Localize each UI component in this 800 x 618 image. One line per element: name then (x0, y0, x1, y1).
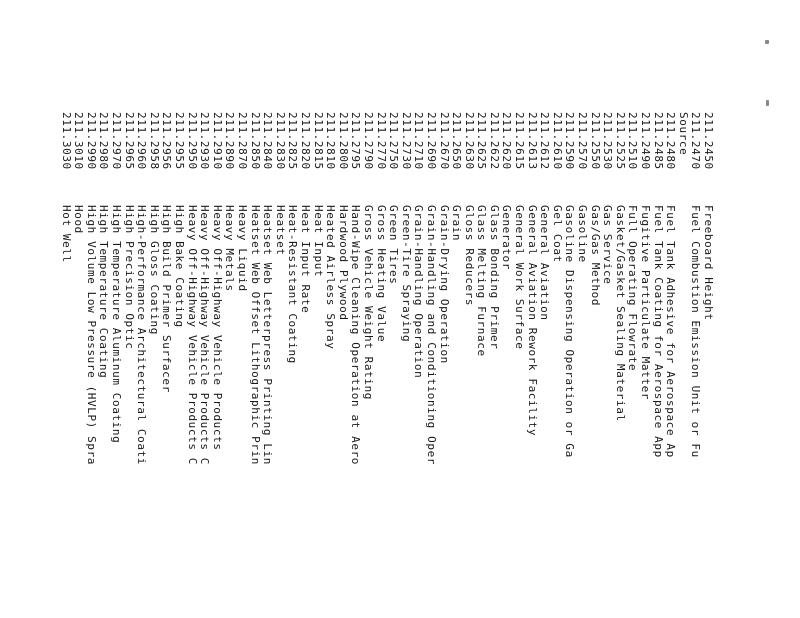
section-number: 211.2622 (487, 112, 501, 170)
defined-term: General Aviation Rework Facility (525, 205, 539, 437)
list-item (500, 0, 513, 618)
defined-term: Fuel Tank Adhesive for Aerospace Ap (664, 205, 678, 458)
defined-term: Heavy Metals (223, 205, 237, 292)
defined-term: Hot Well (59, 205, 73, 263)
defined-term: High Temperature Aluminum Coating (110, 205, 124, 444)
section-number: 211.2815 (311, 112, 325, 170)
defined-term: Heated Airless Spray (324, 205, 338, 350)
defined-term: Glass Melting Furnace (475, 205, 489, 357)
list-item (626, 0, 639, 618)
list-item (135, 0, 148, 618)
defined-term: Heatset Web Offset Lithographic Prin (248, 205, 262, 466)
list-item (588, 0, 601, 618)
section-number: 211.2890 (223, 112, 237, 170)
list-item (689, 0, 702, 618)
section-number: 211.2610 (550, 112, 564, 170)
defined-term: Heat Input (311, 205, 325, 278)
section-number: 211.2630 (462, 112, 476, 170)
defined-term: Heatset (273, 205, 287, 256)
defined-term: High Gloss Coating (147, 205, 161, 336)
defined-term: Heavy Off-Highway Vehicle Products C (198, 205, 212, 466)
section-number: 211.2990 (84, 112, 98, 170)
defined-term: Heat Input Rate (299, 205, 312, 314)
list-item (172, 0, 185, 618)
section-number: 211.2980 (97, 112, 111, 170)
definition-list (59, 0, 714, 618)
list-item (538, 0, 551, 618)
defined-term: Gloss Reducers (462, 205, 476, 307)
section-number: 211.2955 (173, 112, 187, 170)
defined-term: Fugitive Particulate Matter (639, 205, 653, 401)
section-number: 211.2510 (626, 112, 640, 170)
list-item (110, 0, 123, 618)
defined-term: General Aviation (538, 205, 552, 321)
section-number: 211.2525 (613, 112, 627, 170)
defined-term: Hardwood Plywood (336, 205, 350, 321)
section-number: 211.2613 (525, 112, 539, 170)
section-number: 211.3030 (59, 112, 73, 170)
section-number: 211.2710 (412, 112, 426, 170)
defined-term: Gasoline (576, 205, 590, 263)
list-item (450, 0, 463, 618)
list-item (210, 0, 223, 618)
defined-term: Heavy Off-Highway Vehicle Products C (185, 205, 199, 466)
list-item (462, 0, 475, 618)
list-item (84, 0, 97, 618)
defined-term: High Build Primer Surfacer (160, 205, 174, 393)
list-item (412, 0, 425, 618)
list-item (97, 0, 110, 618)
list-item (185, 0, 198, 618)
defined-term: Glass Bonding Primer (487, 205, 501, 350)
section-number: 211.2956 (160, 112, 174, 170)
list-item (664, 0, 677, 618)
section-number: 211.2958 (147, 112, 161, 170)
list-item (487, 0, 500, 618)
defined-term: Fuel Combustion Emission Unit or Fu (689, 205, 703, 458)
list-item (475, 0, 488, 618)
list-item (575, 0, 588, 618)
defined-term: Green-Tire Spraying (399, 205, 413, 343)
defined-term: High Temperature Coating (97, 205, 111, 379)
defined-term: Generator (500, 205, 514, 271)
section-number: 211.2485 (651, 112, 665, 170)
list-item (601, 0, 614, 618)
section-number: 211.2670 (437, 112, 451, 170)
defined-term: Heavy Off-Highway Vehicle Products (210, 205, 224, 451)
list-item (122, 0, 135, 618)
list-item (525, 0, 538, 618)
defined-term: Gas/Gas Method (588, 205, 602, 307)
list-item (424, 0, 437, 618)
section-number: 211.2590 (563, 112, 577, 170)
section-number: 211.2950 (185, 112, 199, 170)
section-number: 211.2620 (500, 112, 514, 170)
list-item (261, 0, 274, 618)
list-item (550, 0, 563, 618)
defined-term: Gas Service (601, 205, 615, 285)
defined-term: Hand-Wipe Cleaning Operation at Aero (349, 205, 363, 466)
section-number: 211.2790 (361, 112, 375, 170)
list-item (361, 0, 374, 618)
section-number: 211.2870 (236, 112, 250, 170)
section-number: 211.2530 (601, 112, 615, 170)
section-number: 211.2450 (702, 112, 715, 170)
list-item (248, 0, 261, 618)
section-number: 211.3010 (72, 112, 86, 170)
section-number: Source (676, 112, 690, 156)
section-number: 211.2810 (324, 112, 338, 170)
section-number: 211.2750 (387, 112, 401, 170)
list-item (638, 0, 651, 618)
list-item (651, 0, 664, 618)
list-item (59, 0, 72, 618)
defined-term: General Work Surface (513, 205, 527, 350)
defined-term: Grain-Handling Operation (412, 205, 426, 379)
section-number: 211.2830 (273, 112, 287, 170)
list-item (273, 0, 286, 618)
list-item (198, 0, 211, 618)
list-item (336, 0, 349, 618)
list-item (701, 0, 714, 618)
defined-term: Gel Coat (550, 205, 564, 263)
list-item (387, 0, 400, 618)
section-number: 211.2490 (639, 112, 653, 170)
section-number: 211.2570 (576, 112, 590, 170)
list-item (72, 0, 85, 618)
defined-term: Gasket/Gasket Sealing Material (613, 205, 627, 422)
list-item (286, 0, 299, 618)
section-number: 211.2612 (538, 112, 552, 170)
list-item (399, 0, 412, 618)
list-item (324, 0, 337, 618)
section-number: 211.2730 (399, 112, 413, 170)
section-number: 211.2770 (374, 112, 388, 170)
section-number: 211.2550 (588, 112, 602, 170)
list-item (613, 0, 626, 618)
defined-term: High-Performance Architectural Coati (135, 205, 149, 466)
section-number: 211.2960 (135, 112, 149, 170)
defined-term: Hood (72, 205, 86, 234)
defined-term: Heatset Web Letterpress Printing Lin (261, 205, 275, 466)
section-number: 211.2690 (424, 112, 438, 170)
section-number: 211.2480 (664, 112, 678, 170)
section-number: 211.2825 (286, 112, 300, 170)
defined-term: High Bake Coating (173, 205, 187, 328)
defined-term: Gasoline Dispensing Operation or Ga (563, 205, 577, 458)
list-item (563, 0, 576, 618)
list-item (160, 0, 173, 618)
section-number: 211.2650 (450, 112, 464, 170)
section-number: 211.2470 (689, 112, 703, 170)
defined-term: Green Tires (387, 205, 401, 285)
defined-term: Full Operating Flowrate (626, 205, 640, 372)
defined-term: Gross Heating Value (374, 205, 388, 343)
list-item (374, 0, 387, 618)
defined-term: Gross Vehicle Weight Rating (361, 205, 375, 401)
section-number: 211.2625 (475, 112, 489, 170)
list-item (513, 0, 526, 618)
section-number: 211.2910 (210, 112, 224, 170)
list-item (298, 0, 311, 618)
list-item (311, 0, 324, 618)
defined-term: Grain-Drying Operation (437, 205, 451, 364)
section-number: 211.2615 (513, 112, 527, 170)
section-number: 211.2840 (261, 112, 275, 170)
defined-term: Heat-Resistant Coating (286, 205, 300, 364)
list-item (147, 0, 160, 618)
defined-term: Freeboard Height (702, 205, 715, 321)
defined-term: High Volume Low Pressure (HVLP) Spra (84, 205, 98, 466)
section-number: 211.2795 (349, 112, 363, 170)
section-number: 211.2820 (299, 112, 312, 170)
section-number: 211.2965 (122, 112, 136, 170)
list-item (235, 0, 248, 618)
section-number: 211.2930 (198, 112, 212, 170)
section-number: 211.2850 (248, 112, 262, 170)
section-number: 211.2970 (110, 112, 124, 170)
list-item (349, 0, 362, 618)
list-item (437, 0, 450, 618)
list-item (676, 0, 689, 618)
defined-term: Grain (450, 205, 464, 242)
defined-term: Heavy Liquid (236, 205, 250, 292)
defined-term: Grain-Handling and Conditioning Oper (424, 205, 438, 466)
defined-term: Fuel Tank Coating for Aerospace App (651, 205, 665, 458)
section-number: 211.2800 (336, 112, 350, 170)
defined-term: High Precision Optic (122, 205, 136, 350)
list-item (223, 0, 236, 618)
